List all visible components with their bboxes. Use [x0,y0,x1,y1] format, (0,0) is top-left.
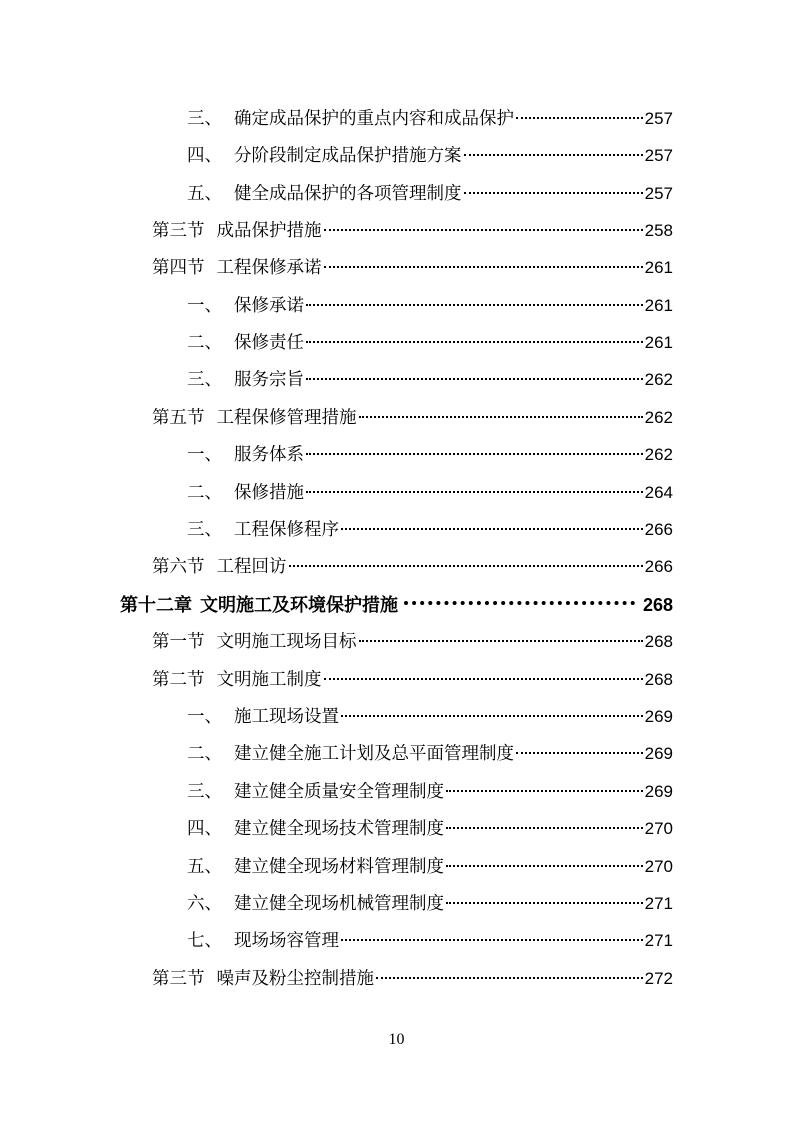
toc-entry-title [187,777,444,807]
toc-entry-number: 五、 [187,184,222,204]
dot-leader [446,865,643,867]
toc-entry-number: 二、 [187,744,222,764]
toc-entry[interactable] [152,552,673,582]
toc-entry-text: 建立健全现场材料管理制度 [234,857,444,877]
toc-entry-title [187,702,339,732]
toc-entry-text: 文明施工制度 [216,670,322,690]
toc-entry-page: 268 [644,632,673,651]
toc-entry-text: 服务宗旨 [234,370,304,390]
dot-leader [446,902,643,904]
dot-leader [341,528,643,530]
toc-entry-title [187,440,304,470]
toc-entry-text: 健全成品保护的各项管理制度 [234,184,462,204]
toc-entry[interactable] [152,964,673,994]
toc-entry-number: 四、 [187,146,222,166]
toc-entry-number: 一、 [187,445,222,465]
toc-entry-page: 266 [644,520,673,539]
toc-entry-text: 成品保护措施 [216,221,322,241]
toc-entry[interactable] [152,403,673,433]
toc-entry-page: 261 [644,296,673,315]
toc-entry[interactable] [187,515,673,545]
toc-entry-page: 271 [644,931,673,950]
toc-entry-title [152,665,322,695]
dot-leader [404,601,635,605]
toc-entry-number: 二、 [187,333,222,353]
toc-entry[interactable] [187,104,673,134]
dot-leader [446,827,643,829]
toc-entry-page: 257 [644,146,673,165]
toc-entry[interactable] [187,291,673,321]
toc-entry-number: 七、 [187,931,222,951]
toc-entry-page: 269 [644,707,673,726]
toc-entry-text: 保修责任 [234,333,304,353]
dot-leader [359,640,643,642]
dot-leader [306,453,643,455]
toc-entry-title [152,403,357,433]
toc-entry-title [187,889,444,919]
toc-entry-page: 269 [644,744,673,763]
toc-entry-page: 270 [644,819,673,838]
toc-entry-page: 262 [644,445,673,464]
toc-entry-number: 第六节 [152,557,205,577]
toc-entry-text: 工程保修程序 [234,520,339,540]
toc-entry[interactable] [187,889,673,919]
toc-entry-number: 第五节 [152,408,205,428]
toc-entry-number: 第一节 [152,632,205,652]
toc-entry-title [187,141,462,171]
toc-entry[interactable] [187,440,673,470]
toc-entry-number: 第二节 [152,670,205,690]
toc-entry-title [187,179,462,209]
toc-entry-title [187,365,304,395]
toc-entry-title [152,253,322,283]
toc-entry-number: 一、 [187,296,222,316]
toc-entry-title [187,926,339,956]
toc-entry-number: 第四节 [152,258,205,278]
toc-entry-page: 261 [644,258,673,277]
toc-entry-number: 一、 [187,707,222,727]
toc-entry-title [187,478,304,508]
toc-entry-number: 三、 [187,782,222,802]
toc-entry[interactable] [152,665,673,695]
toc-entry[interactable] [152,216,673,246]
dot-leader [306,341,643,343]
toc-entry[interactable] [187,141,673,171]
dot-leader [376,977,643,979]
toc-entry-page: 264 [644,483,673,502]
toc-entry-text: 保修承诺 [234,296,304,316]
toc-entry-text: 工程回访 [216,557,287,577]
toc-entry[interactable] [187,365,673,395]
toc-entry-title [152,627,357,657]
toc-entry-page: 261 [644,333,673,352]
dot-leader [341,939,643,941]
dot-leader [341,715,643,717]
toc-entry-page: 266 [644,557,673,576]
toc-entry-page: 257 [644,109,673,128]
dot-leader [464,154,643,156]
toc-entry-page: 269 [644,782,673,801]
toc-entry-text: 建立健全现场机械管理制度 [234,894,444,914]
toc-entry-number: 二、 [187,483,222,503]
toc-entry-page: 262 [644,408,673,427]
toc-entry-text: 服务体系 [234,445,304,465]
dot-leader [324,229,643,231]
dot-leader [516,117,643,119]
toc-entry-number: 第十二章 [120,595,192,616]
toc-entry[interactable] [152,253,673,283]
toc-entry-title [187,104,514,134]
toc-entry-number: 六、 [187,894,222,914]
dot-leader [306,304,643,306]
toc-entry-text: 施工现场设置 [234,707,339,727]
dot-leader [446,790,643,792]
toc-entry-page: 270 [644,857,673,876]
dot-leader [324,678,643,680]
toc-entry-text: 分阶段制定成品保护措施方案 [234,146,462,166]
toc-entry[interactable] [187,179,673,209]
toc-entry-text: 文明施工及环境保护措施 [200,595,398,616]
toc-entry-text: 文明施工现场目标 [216,632,357,652]
toc-entry-text: 噪声及粉尘控制措施 [216,969,374,989]
toc-entry-page: 258 [644,221,673,240]
toc-entry-number: 三、 [187,370,222,390]
toc-entry-title [187,328,304,358]
toc-entry-title [187,739,514,769]
toc-entry[interactable] [187,926,673,956]
toc-entry[interactable] [187,478,673,508]
page-number: 10 [388,1031,405,1048]
toc-entry[interactable] [187,777,673,807]
toc-entry[interactable] [187,852,673,882]
toc-entry-title [152,552,287,582]
dot-leader [306,491,643,493]
toc-entry-title [187,814,444,844]
dot-leader [289,565,643,567]
toc-entry-text: 工程保修管理措施 [216,408,357,428]
toc-entry-page: 272 [644,969,673,988]
dot-leader [324,266,643,268]
toc-chapter-entry[interactable] [120,590,673,620]
toc-entry-text: 确定成品保护的重点内容和成品保护 [234,109,514,129]
toc-entry-text: 现场场容管理 [234,931,339,951]
toc-entry-title [152,964,374,994]
toc-entry-text: 保修措施 [234,483,304,503]
toc-entry-number: 三、 [187,109,222,129]
toc-entry-page: 268 [642,595,673,615]
toc-entry-title [187,515,339,545]
toc-entry-title [120,591,398,621]
toc-entry[interactable] [187,702,673,732]
toc-entry-text: 建立健全施工计划及总平面管理制度 [234,744,514,764]
toc-entry-number: 四、 [187,819,222,839]
toc-entry-title [187,852,444,882]
toc-entry-page: 262 [644,370,673,389]
dot-leader [516,752,643,754]
toc-entry-text: 建立健全现场技术管理制度 [234,819,444,839]
toc-entry-title [187,291,304,321]
toc-entry[interactable] [152,627,673,657]
dot-leader [359,416,643,418]
toc-entry-text: 工程保修承诺 [216,258,322,278]
toc-entry-title [152,216,322,246]
toc-entry-page: 257 [644,184,673,203]
toc-entry-page: 268 [644,670,673,689]
toc-entry-text: 建立健全质量安全管理制度 [234,782,444,802]
toc-entry-number: 五、 [187,857,222,877]
toc-entry-number: 三、 [187,520,222,540]
toc-entry[interactable] [187,814,673,844]
toc-entry-page: 271 [644,894,673,913]
toc-entry[interactable] [187,739,673,769]
dot-leader [464,192,643,194]
toc-entry[interactable] [187,328,673,358]
dot-leader [306,378,643,380]
toc-entry-number: 第三节 [152,221,205,241]
toc-entry-number: 第三节 [152,969,205,989]
